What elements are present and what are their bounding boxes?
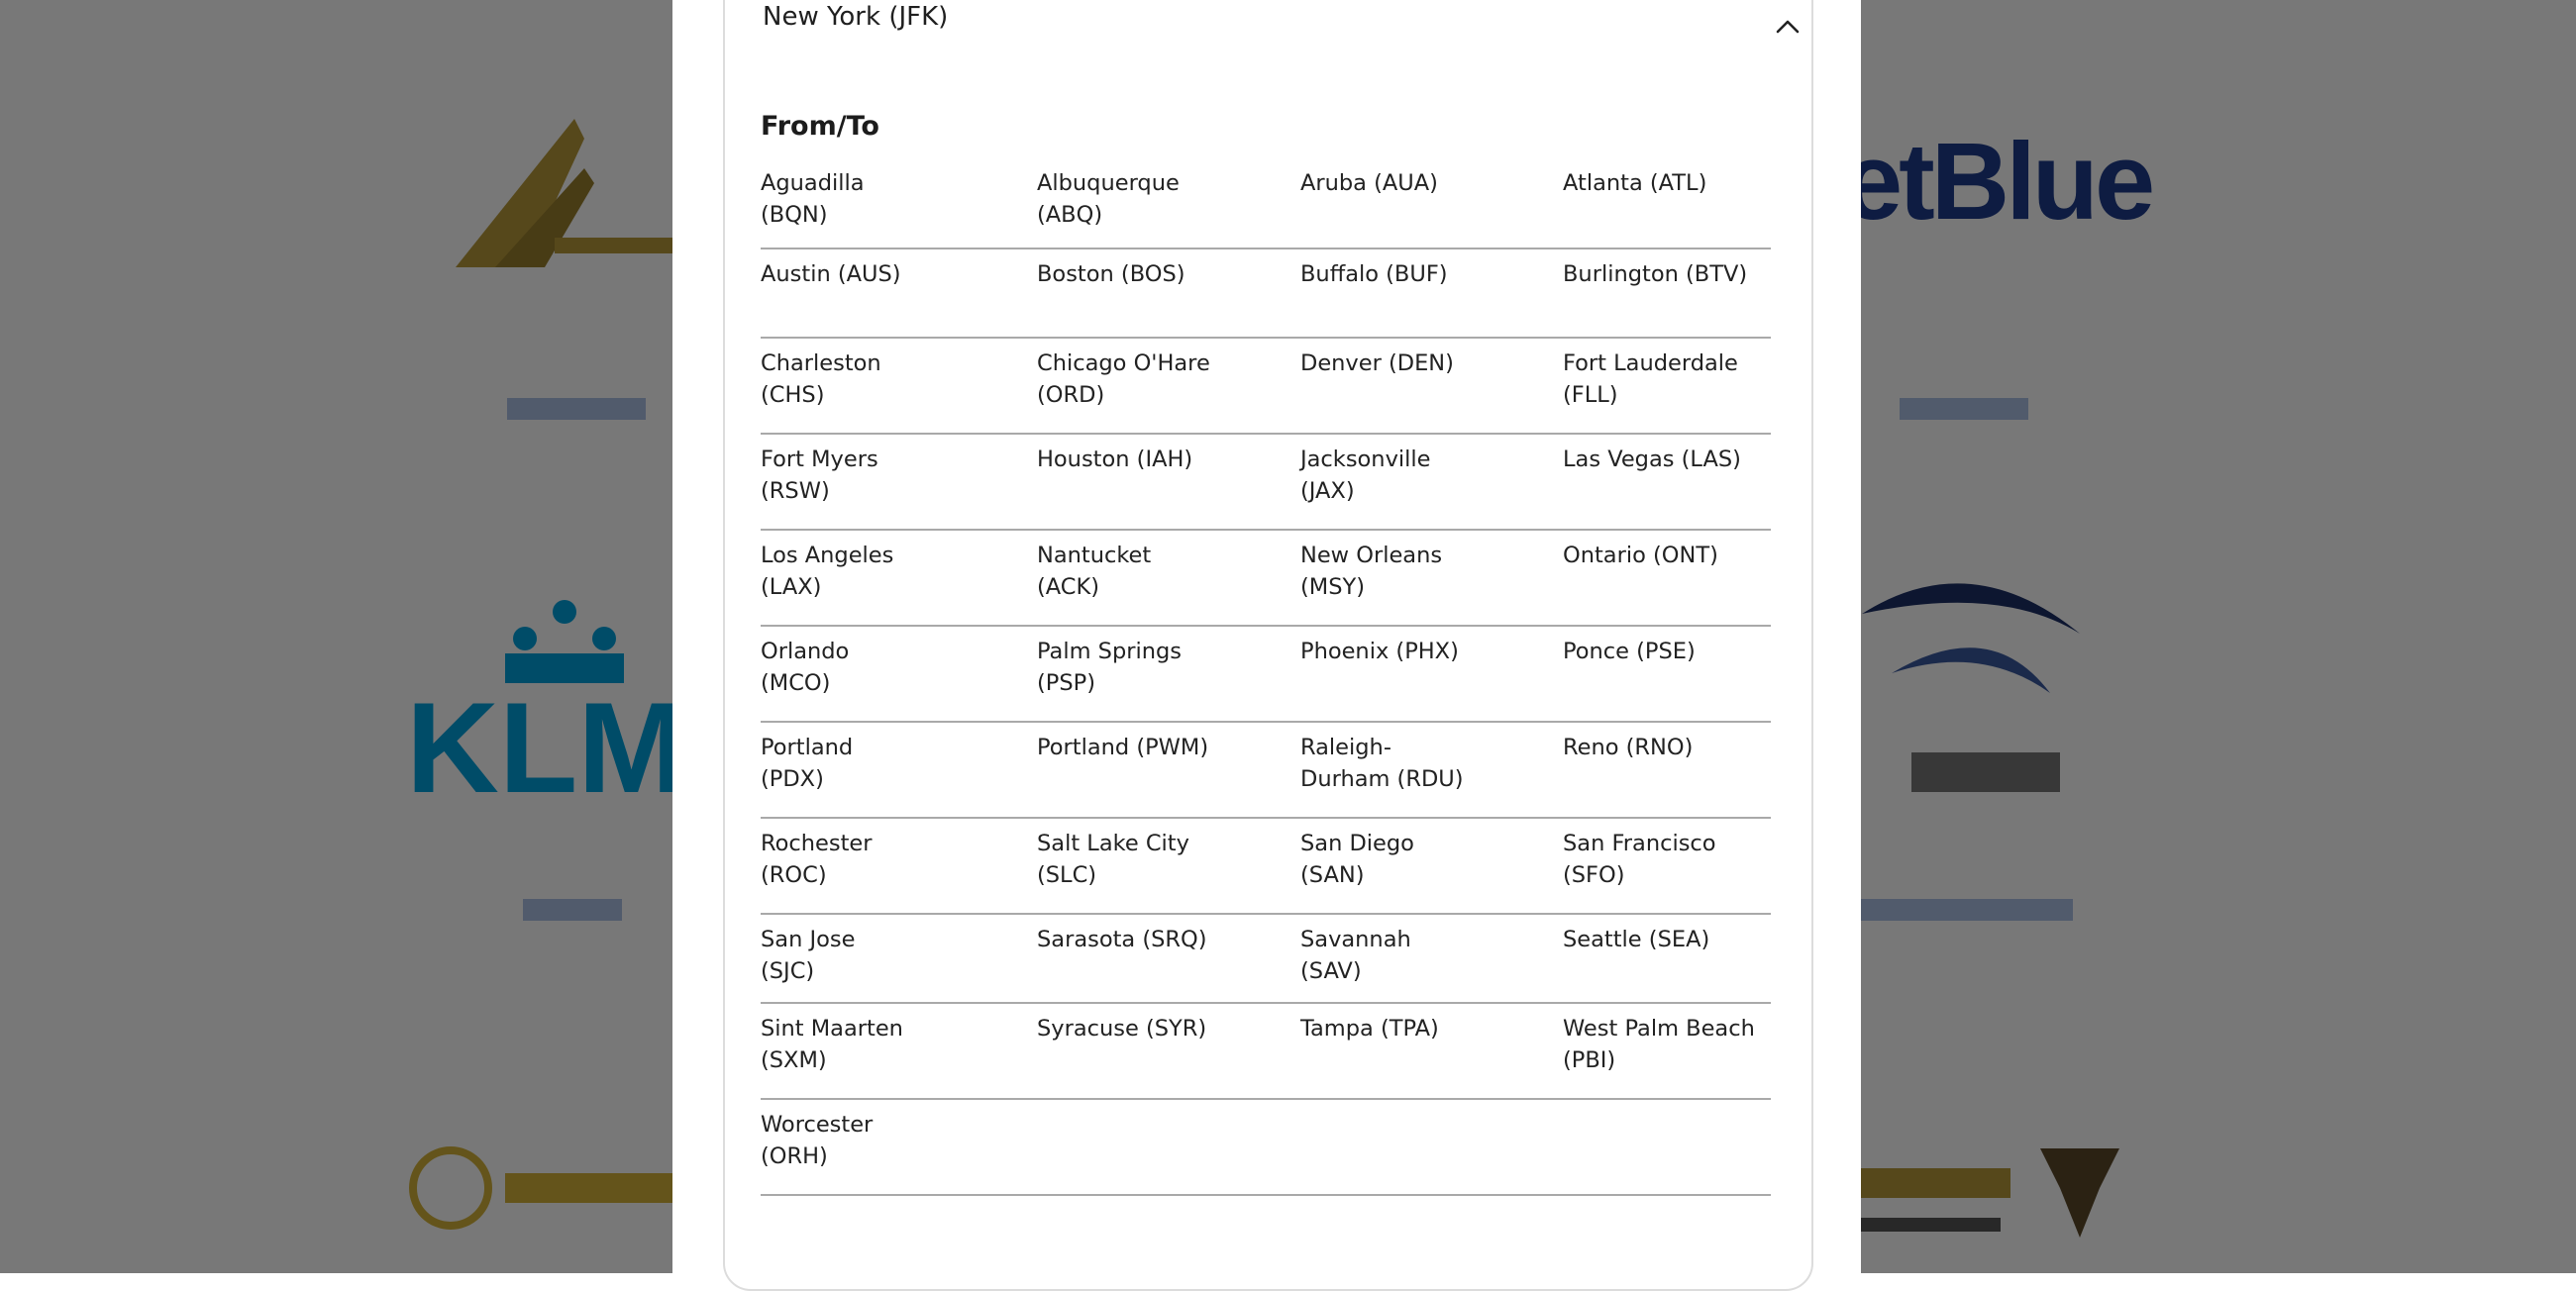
grid-row: [761, 1004, 1771, 1100]
destination-link[interactable]: Worcester (ORH): [761, 1112, 874, 1169]
destination-link[interactable]: Palm Springs (PSP): [1037, 639, 1182, 696]
destination-link[interactable]: Tampa (TPA): [1300, 1016, 1439, 1042]
destination-link[interactable]: Albuquerque (ABQ): [1037, 170, 1180, 228]
destination-link[interactable]: Buffalo (BUF): [1300, 261, 1448, 287]
grid-row: [761, 339, 1771, 435]
destination-link[interactable]: San Diego (SAN): [1300, 831, 1414, 888]
destination-link[interactable]: Fort Lauderdale (FLL): [1563, 350, 1738, 408]
destination-link[interactable]: Seattle (SEA): [1563, 927, 1710, 952]
destination-link[interactable]: Ponce (PSE): [1563, 639, 1696, 664]
destination-link[interactable]: West Palm Beach (PBI): [1563, 1016, 1755, 1073]
airport-dropdown-header[interactable]: [725, 0, 1811, 61]
destination-grid: [761, 158, 1771, 1196]
grid-row: [761, 819, 1771, 915]
destination-link[interactable]: Atlanta (ATL): [1563, 170, 1707, 196]
destination-link[interactable]: Chicago O'Hare (ORD): [1037, 350, 1210, 408]
destination-link[interactable]: Sarasota (SRQ): [1037, 927, 1207, 952]
destination-link[interactable]: Fort Myers (RSW): [761, 447, 878, 504]
destination-link[interactable]: Aruba (AUA): [1300, 170, 1438, 196]
destination-link[interactable]: Aguadilla (BQN): [761, 170, 865, 228]
destination-link[interactable]: Charleston (CHS): [761, 350, 881, 408]
destination-link[interactable]: Jacksonville (JAX): [1300, 447, 1431, 504]
grid-row: [761, 627, 1771, 723]
grid-row: [761, 158, 1771, 249]
destination-link[interactable]: Ontario (ONT): [1563, 543, 1718, 568]
destination-link[interactable]: Savannah (SAV): [1300, 927, 1411, 984]
destination-link[interactable]: Phoenix (PHX): [1300, 639, 1459, 664]
chevron-up-icon[interactable]: [1775, 14, 1801, 40]
destination-link[interactable]: Austin (AUS): [761, 261, 901, 287]
destination-link[interactable]: Reno (RNO): [1563, 735, 1694, 760]
destination-link[interactable]: Syracuse (SYR): [1037, 1016, 1207, 1042]
destination-link[interactable]: Salt Lake City (SLC): [1037, 831, 1189, 888]
destination-link[interactable]: Sint Maarten (SXM): [761, 1016, 903, 1073]
destination-link[interactable]: Orlando (MCO): [761, 639, 850, 696]
destination-link[interactable]: Burlington (BTV): [1563, 261, 1748, 287]
route-modal: [672, 0, 1861, 1283]
destination-link[interactable]: Houston (IAH): [1037, 447, 1193, 472]
grid-row: [761, 723, 1771, 819]
destination-link[interactable]: Denver (DEN): [1300, 350, 1454, 376]
grid-row: [761, 1100, 1771, 1196]
destination-link[interactable]: Las Vegas (LAS): [1563, 447, 1741, 472]
from-to-heading: From/To: [761, 111, 879, 142]
destination-link[interactable]: Rochester (ROC): [761, 831, 873, 888]
grid-row: [761, 531, 1771, 627]
destination-link[interactable]: Nantucket (ACK): [1037, 543, 1152, 600]
destination-link[interactable]: Raleigh-Durham (RDU): [1300, 735, 1464, 792]
destination-link[interactable]: Los Angeles (LAX): [761, 543, 894, 600]
destination-link[interactable]: Portland (PWM): [1037, 735, 1209, 760]
grid-row: [761, 915, 1771, 1004]
grid-row: [761, 249, 1771, 339]
destination-link[interactable]: San Jose (SJC): [761, 927, 856, 984]
grid-row: [761, 435, 1771, 531]
destination-link[interactable]: San Francisco (SFO): [1563, 831, 1716, 888]
destination-link[interactable]: Portland (PDX): [761, 735, 854, 792]
selected-airport: New York (JFK): [763, 2, 949, 32]
destination-link[interactable]: Boston (BOS): [1037, 261, 1185, 287]
destination-link[interactable]: New Orleans (MSY): [1300, 543, 1443, 600]
